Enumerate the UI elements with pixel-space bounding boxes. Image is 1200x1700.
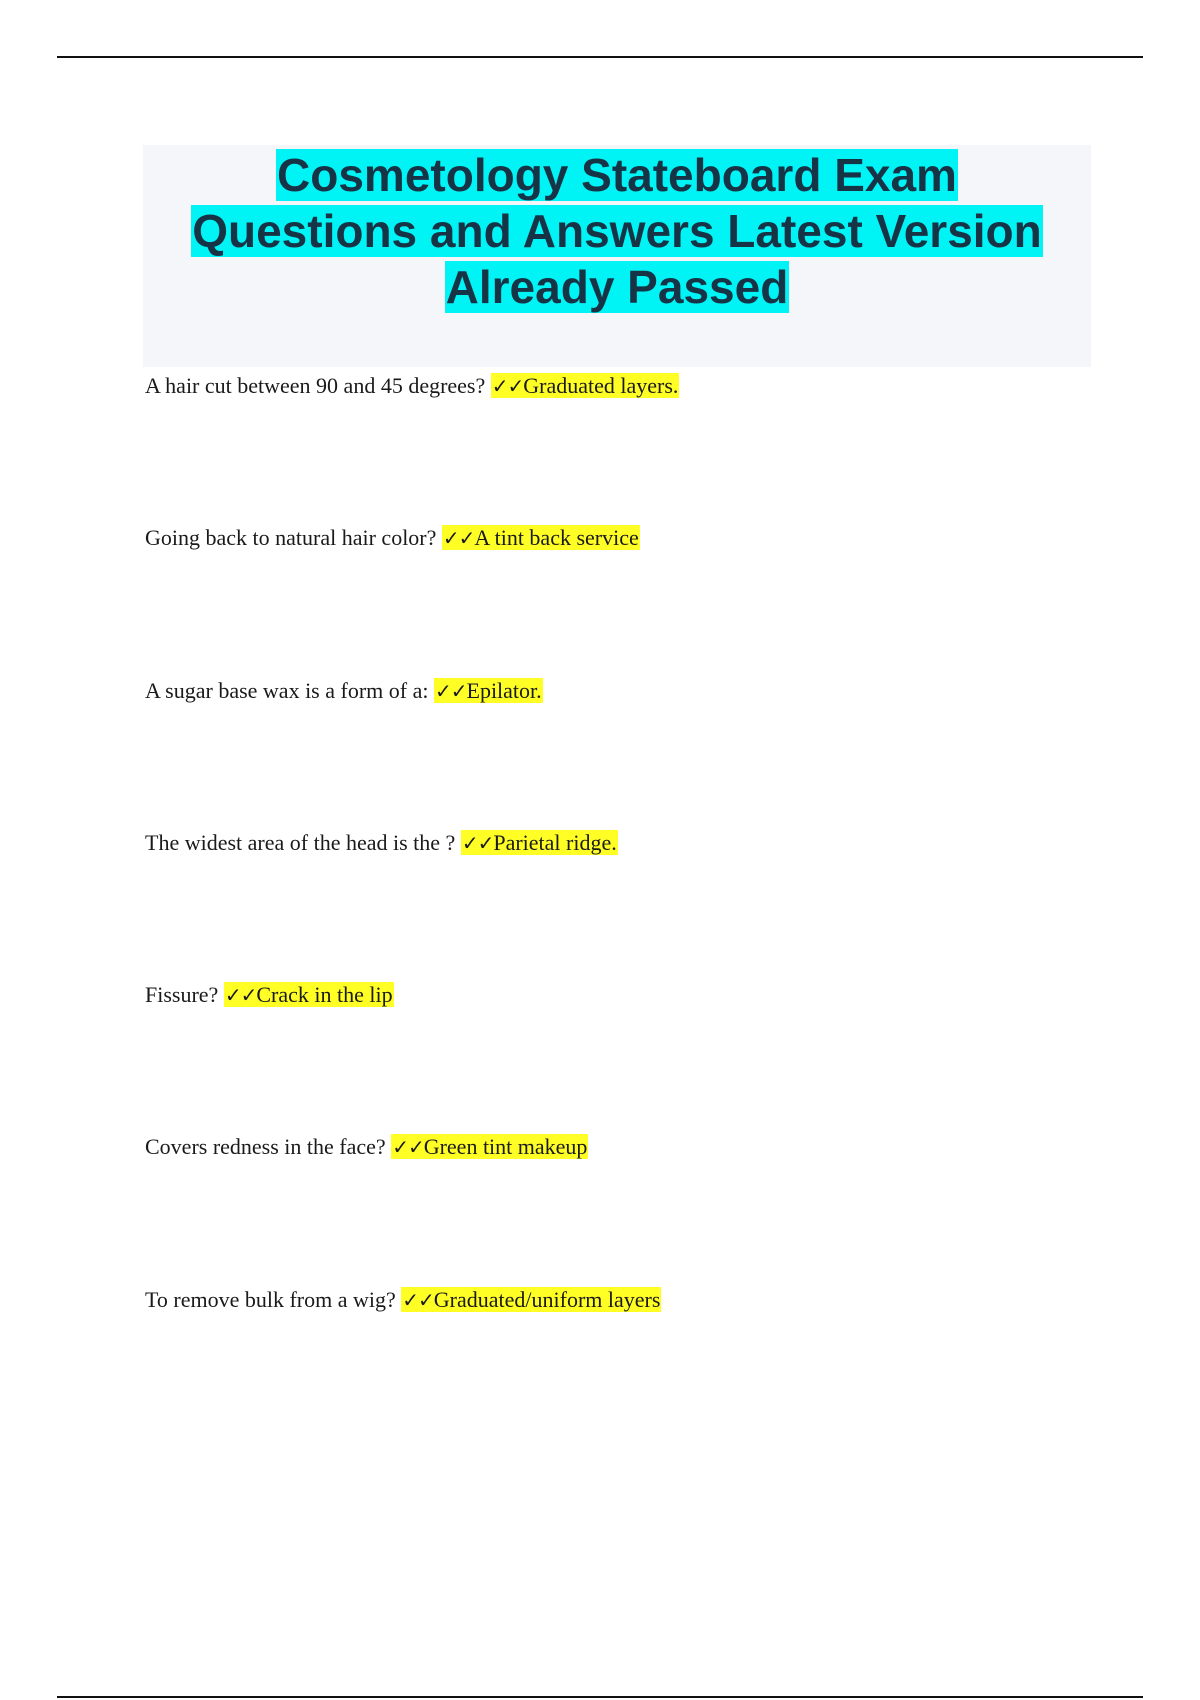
double-check-icon: ✓✓ [442, 526, 475, 550]
qa-item-7 [145, 1285, 661, 1315]
double-check-icon: ✓✓ [461, 831, 494, 855]
qa-item-6 [145, 1132, 588, 1162]
answer-highlight [491, 373, 680, 398]
title-block [143, 145, 1091, 367]
answer-text: Graduated/uniform layers [433, 1287, 661, 1312]
title-line-1: Cosmetology Stateboard Exam [277, 149, 957, 201]
qa-item-4 [145, 828, 618, 858]
question-text: Going back to natural hair color? [145, 525, 442, 550]
answer-text: Graduated layers. [523, 373, 679, 398]
answer-text: Parietal ridge. [493, 830, 617, 855]
title-line-3: Already Passed [445, 261, 789, 313]
question-text: A hair cut between 90 and 45 degrees? [145, 373, 491, 398]
question-text: Covers redness in the face? [145, 1134, 392, 1159]
document-title [191, 145, 1043, 315]
double-check-icon: ✓✓ [434, 679, 467, 703]
answer-highlight [434, 678, 543, 703]
answer-highlight [391, 1134, 588, 1159]
question-text: A sugar base wax is a form of a: [145, 678, 434, 703]
title-line-2: Questions and Answers Latest Version [192, 205, 1042, 257]
question-text: To remove bulk from a wig? [145, 1287, 402, 1312]
qa-item-1 [145, 371, 679, 401]
bottom-rule [57, 1696, 1143, 1698]
answer-text: Epilator. [466, 678, 542, 703]
double-check-icon: ✓✓ [491, 374, 524, 398]
question-text: The widest area of the head is the ? [145, 830, 461, 855]
answer-highlight [461, 830, 618, 855]
answer-text: A tint back service [474, 525, 639, 550]
qa-item-3 [145, 676, 543, 706]
answer-text: Green tint makeup [423, 1134, 588, 1159]
double-check-icon: ✓✓ [224, 983, 257, 1007]
double-check-icon: ✓✓ [402, 1288, 434, 1312]
answer-highlight [401, 1287, 661, 1312]
answer-highlight [442, 525, 640, 550]
answer-highlight [224, 982, 394, 1007]
question-text: Fissure? [145, 982, 224, 1007]
qa-item-5 [145, 980, 394, 1010]
double-check-icon: ✓✓ [392, 1135, 424, 1159]
answer-text: Crack in the lip [256, 982, 393, 1007]
qa-item-2 [145, 523, 640, 553]
top-rule [57, 56, 1143, 58]
